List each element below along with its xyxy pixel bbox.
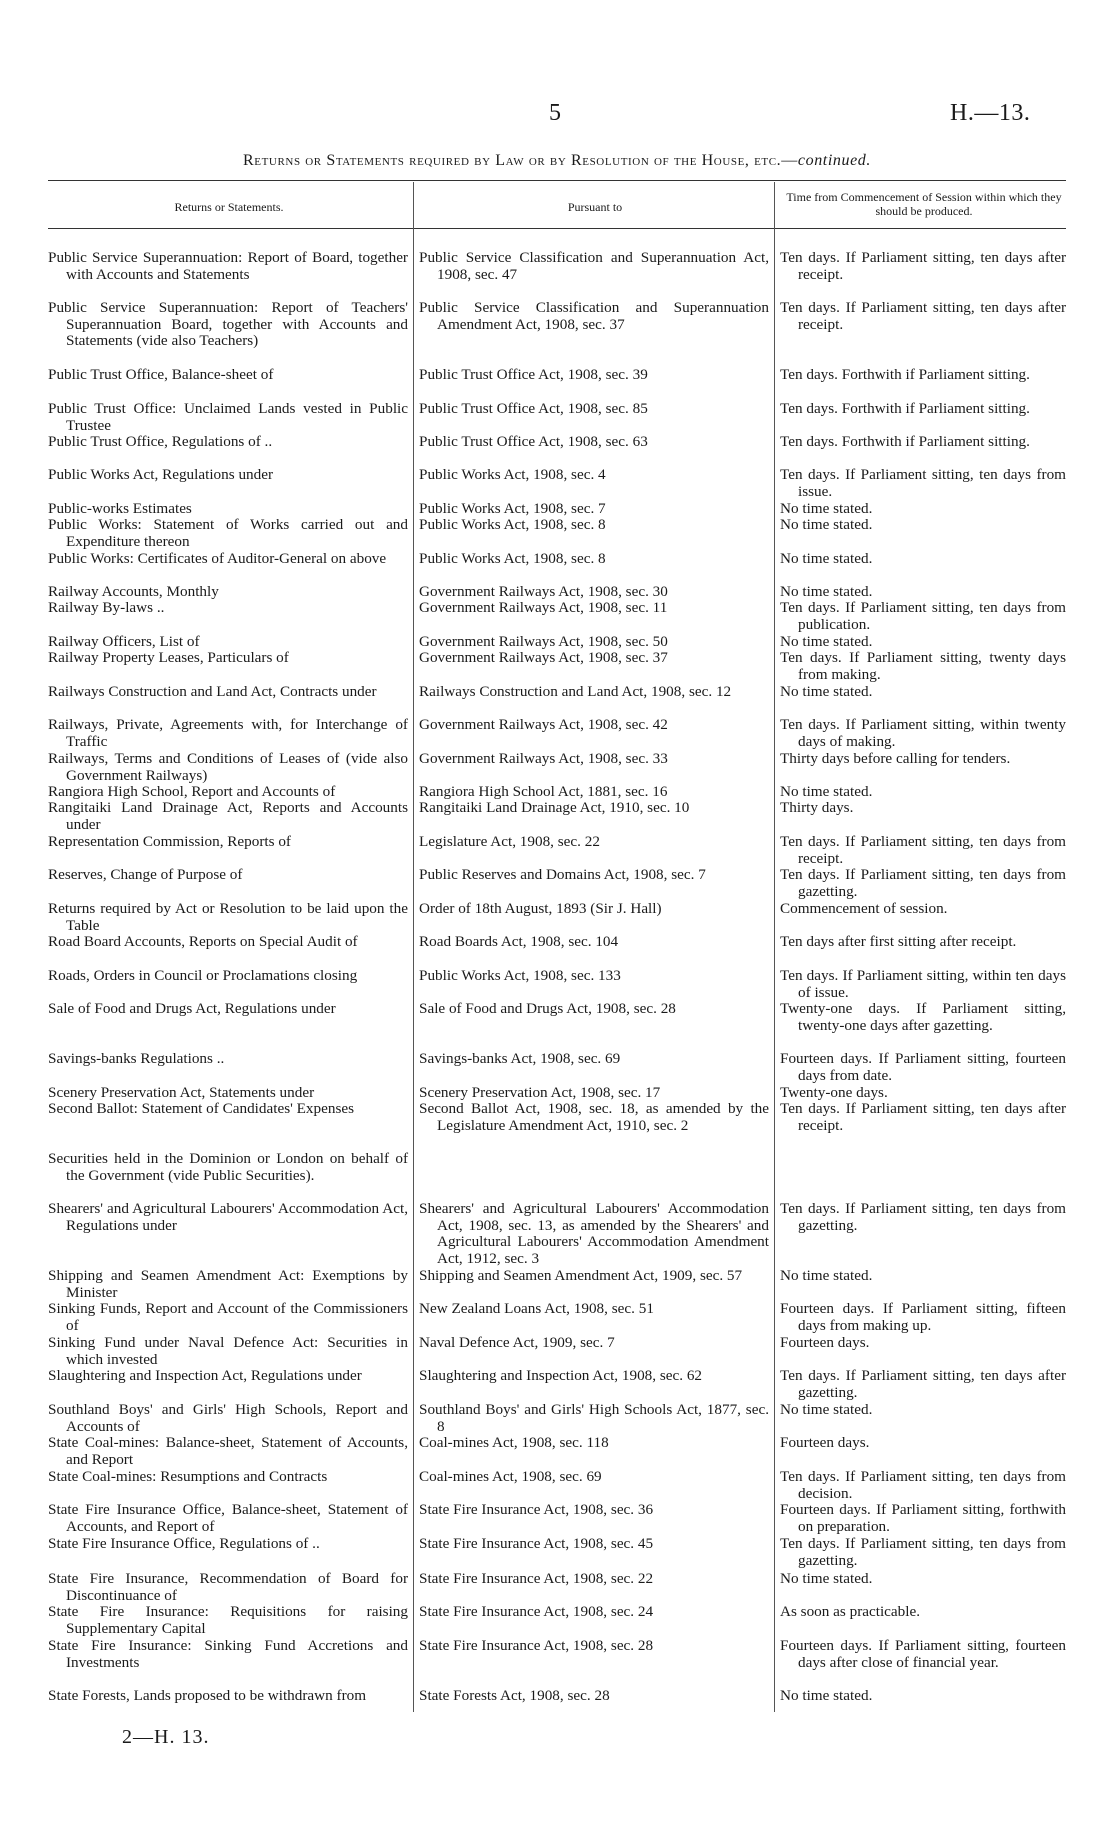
pursuant-cell: Rangitaiki Land Drainage Act, 1910, sec. 10 — [419, 799, 690, 816]
returns-cell: Public-works Estimates — [48, 500, 192, 517]
column-divider-1 — [413, 182, 414, 1712]
time-cell: Fourteen days. If Parliament sitting, fourteen days after close of financial year. — [780, 1637, 1066, 1671]
pursuant-cell: Government Railways Act, 1908, sec. 11 — [419, 599, 668, 616]
pursuant-cell: State Fire Insurance Act, 1908, sec. 36 — [419, 1501, 654, 1518]
pursuant-cell: Public Reserves and Domains Act, 1908, sec. 7 — [419, 866, 706, 883]
pursuant-cell: Legislature Act, 1908, sec. 22 — [419, 833, 600, 850]
pursuant-cell: Public Works Act, 1908, sec. 7 — [419, 500, 606, 517]
time-cell: Twenty-one days. — [780, 1084, 888, 1101]
time-cell: Ten days. If Parliament sitting, within ten days of issue. — [780, 967, 1066, 1001]
returns-cell: State Fire Insurance: Sinking Fund Accretions and Investments — [48, 1637, 408, 1671]
pursuant-cell: Public Service Classification and Superannuation Amendment Act, 1908, sec. 37 — [419, 299, 769, 333]
running-title-text: Returns or Statements required by Law or by Resolution of the House, etc.— — [243, 152, 798, 169]
time-cell: Ten days. If Parliament sitting, ten days after receipt. — [780, 299, 1066, 333]
returns-cell: Sinking Fund under Naval Defence Act: Securities in which invested — [48, 1334, 408, 1368]
column-header-pursuant: Pursuant to — [567, 200, 623, 214]
pursuant-cell: Coal-mines Act, 1908, sec. 69 — [419, 1468, 602, 1485]
pursuant-cell: Second Ballot Act, 1908, sec. 18, as amended by the Legislature Amendment Act, 1910, sec. 2 — [419, 1100, 769, 1134]
pursuant-cell: Southland Boys' and Girls' High Schools Act, 1877, sec. 8 — [419, 1401, 769, 1435]
returns-cell: Road Board Accounts, Reports on Special Audit of — [48, 933, 358, 950]
pursuant-cell: Government Railways Act, 1908, sec. 42 — [419, 716, 668, 733]
time-cell: No time stated. — [780, 783, 873, 800]
running-title — [0, 152, 1114, 170]
returns-cell: Railway Officers, List of — [48, 633, 200, 650]
time-cell: Ten days. Forthwith if Parliament sitting. — [780, 366, 1030, 383]
returns-cell: Securities held in the Dominion or London on behalf of the Government (vide Public Securities). — [48, 1150, 408, 1184]
returns-cell: Railway By-laws .. — [48, 599, 165, 616]
time-cell: Ten days. If Parliament sitting, ten days from issue. — [780, 466, 1066, 500]
pursuant-cell: State Fire Insurance Act, 1908, sec. 28 — [419, 1637, 654, 1654]
pursuant-cell: Government Railways Act, 1908, sec. 30 — [419, 583, 668, 600]
returns-cell: Returns required by Act or Resolution to be laid upon the Table — [48, 900, 408, 934]
returns-cell: Sale of Food and Drugs Act, Regulations under — [48, 1000, 336, 1017]
header-bottom-rule — [48, 228, 1066, 229]
time-cell: Fourteen days. — [780, 1434, 870, 1451]
pursuant-cell: Public Works Act, 1908, sec. 133 — [419, 967, 621, 984]
time-cell: Thirty days before calling for tenders. — [780, 750, 1011, 767]
pursuant-cell: Sale of Food and Drugs Act, 1908, sec. 28 — [419, 1000, 676, 1017]
time-cell: Fourteen days. If Parliament sitting, fourteen days from date. — [780, 1050, 1066, 1084]
returns-cell: Sinking Funds, Report and Account of the Commissioners of — [48, 1300, 408, 1334]
pursuant-cell: State Fire Insurance Act, 1908, sec. 24 — [419, 1603, 654, 1620]
time-cell: No time stated. — [780, 550, 873, 567]
column-header-time: Time from Commencement of Session within which they should be produced. — [786, 190, 1062, 218]
time-cell: Ten days. If Parliament sitting, ten days from gazetting. — [780, 866, 1066, 900]
pursuant-cell: Coal-mines Act, 1908, sec. 118 — [419, 1434, 609, 1451]
column-divider-2 — [774, 182, 775, 1712]
returns-cell: Rangitaiki Land Drainage Act, Reports and Accounts under — [48, 799, 408, 833]
time-cell: Ten days. If Parliament sitting, ten days from gazetting. — [780, 1535, 1066, 1569]
returns-cell: Shipping and Seamen Amendment Act: Exemptions by Minister — [48, 1267, 408, 1301]
time-cell: Ten days. If Parliament sitting, ten days from publication. — [780, 599, 1066, 633]
pursuant-cell: Shipping and Seamen Amendment Act, 1909, sec. 57 — [419, 1267, 743, 1284]
returns-cell: Representation Commission, Reports of — [48, 833, 291, 850]
time-cell: Ten days. If Parliament sitting, ten days from gazetting. — [780, 1200, 1066, 1234]
pursuant-cell: Naval Defence Act, 1909, sec. 7 — [419, 1334, 615, 1351]
returns-cell: State Coal-mines: Resumptions and Contracts — [48, 1468, 328, 1485]
pursuant-cell: Public Trust Office Act, 1908, sec. 85 — [419, 400, 648, 417]
pursuant-cell: Railways Construction and Land Act, 1908, sec. 12 — [419, 683, 732, 700]
time-cell: Fourteen days. If Parliament sitting, forthwith on preparation. — [780, 1501, 1066, 1535]
pursuant-cell: Government Railways Act, 1908, sec. 37 — [419, 649, 668, 666]
pursuant-cell: Public Trust Office Act, 1908, sec. 39 — [419, 366, 648, 383]
returns-cell: State Fire Insurance Office, Regulations of .. — [48, 1535, 320, 1552]
pursuant-cell: State Fire Insurance Act, 1908, sec. 45 — [419, 1535, 654, 1552]
pursuant-cell: Government Railways Act, 1908, sec. 33 — [419, 750, 668, 767]
time-cell: No time stated. — [780, 1267, 873, 1284]
time-cell: Ten days. Forthwith if Parliament sitting. — [780, 433, 1030, 450]
returns-cell: Rangiora High School, Report and Accounts of — [48, 783, 336, 800]
time-cell: Ten days. Forthwith if Parliament sitting. — [780, 400, 1030, 417]
returns-cell: Southland Boys' and Girls' High Schools, Report and Accounts of — [48, 1401, 408, 1435]
time-cell: Ten days after first sitting after receipt. — [780, 933, 1017, 950]
pursuant-cell: Road Boards Act, 1908, sec. 104 — [419, 933, 619, 950]
time-cell: Ten days. If Parliament sitting, ten days after gazetting. — [780, 1367, 1066, 1401]
returns-cell: Reserves, Change of Purpose of — [48, 866, 243, 883]
time-cell: No time stated. — [780, 516, 873, 533]
time-cell: No time stated. — [780, 1687, 873, 1704]
returns-cell: Public Service Superannuation: Report of Teachers' Superannuation Board, together with Accounts and Statements (vide also Teachers) — [48, 299, 408, 350]
pursuant-cell: Public Works Act, 1908, sec. 8 — [419, 516, 606, 533]
time-cell: Thirty days. — [780, 799, 854, 816]
time-cell: As soon as practicable. — [780, 1603, 921, 1620]
returns-cell: State Fire Insurance: Requisitions for raising Supplementary Capital — [48, 1603, 408, 1637]
time-cell: Ten days. If Parliament sitting, ten days from decision. — [780, 1468, 1066, 1502]
returns-cell: Public Trust Office, Regulations of .. — [48, 433, 273, 450]
returns-cell: Public Works: Certificates of Auditor-General on above — [48, 550, 387, 567]
time-cell: Ten days. If Parliament sitting, within twenty days of making. — [780, 716, 1066, 750]
footer-signature: 2—H. 13. — [122, 1726, 210, 1748]
returns-cell: State Coal-mines: Balance-sheet, Statement of Accounts, and Report — [48, 1434, 408, 1468]
pursuant-cell: Rangiora High School Act, 1881, sec. 16 — [419, 783, 668, 800]
pursuant-cell: Slaughtering and Inspection Act, 1908, sec. 62 — [419, 1367, 703, 1384]
pursuant-cell: State Fire Insurance Act, 1908, sec. 22 — [419, 1570, 654, 1587]
time-cell: Twenty-one days. If Parliament sitting, twenty-one days after gazetting. — [780, 1000, 1066, 1034]
returns-cell: Public Works: Statement of Works carried out and Expenditure thereon — [48, 516, 408, 550]
pursuant-cell: Savings-banks Act, 1908, sec. 69 — [419, 1050, 621, 1067]
time-cell: Fourteen days. If Parliament sitting, fifteen days from making up. — [780, 1300, 1066, 1334]
document-code: H.—13. — [950, 100, 1031, 126]
running-title-continued: continued. — [797, 152, 871, 169]
returns-cell: Roads, Orders in Council or Proclamations closing — [48, 967, 358, 984]
returns-cell: Public Service Superannuation: Report of Board, together with Accounts and Statements — [48, 249, 408, 283]
table-top-rule — [48, 180, 1066, 181]
time-cell: No time stated. — [780, 633, 873, 650]
returns-cell: Scenery Preservation Act, Statements under — [48, 1084, 315, 1101]
time-cell: Ten days. If Parliament sitting, ten days after receipt. — [780, 249, 1066, 283]
returns-cell: Shearers' and Agricultural Labourers' Accommodation Act, Regulations under — [48, 1200, 408, 1234]
pursuant-cell: Public Works Act, 1908, sec. 4 — [419, 466, 606, 483]
pursuant-cell: Public Service Classification and Superannuation Act, 1908, sec. 47 — [419, 249, 769, 283]
time-cell: No time stated. — [780, 500, 873, 517]
returns-cell: Savings-banks Regulations .. — [48, 1050, 225, 1067]
page-number: 5 — [549, 100, 561, 126]
pursuant-cell: Shearers' and Agricultural Labourers' Accommodation Act, 1908, sec. 13, as amended by the Shearers' and Agricultural Labourers' Accommodation Amendment Act, 1912, sec. 3 — [419, 1200, 769, 1267]
returns-cell: Railways, Private, Agreements with, for Interchange of Traffic — [48, 716, 408, 750]
time-cell: No time stated. — [780, 1401, 873, 1418]
time-cell: Ten days. If Parliament sitting, twenty days from making. — [780, 649, 1066, 683]
pursuant-cell: Public Trust Office Act, 1908, sec. 63 — [419, 433, 648, 450]
returns-cell: Railways, Terms and Conditions of Leases of (vide also Government Railways) — [48, 750, 408, 784]
pursuant-cell: Order of 18th August, 1893 (Sir J. Hall) — [419, 900, 662, 917]
pursuant-cell: Government Railways Act, 1908, sec. 50 — [419, 633, 668, 650]
returns-cell: State Fire Insurance, Recommendation of Board for Discontinuance of — [48, 1570, 408, 1604]
pursuant-cell: Public Works Act, 1908, sec. 8 — [419, 550, 606, 567]
time-cell: Ten days. If Parliament sitting, ten days from receipt. — [780, 833, 1066, 867]
pursuant-cell: State Forests Act, 1908, sec. 28 — [419, 1687, 610, 1704]
returns-cell: Public Works Act, Regulations under — [48, 466, 274, 483]
returns-cell: Railway Accounts, Monthly — [48, 583, 219, 600]
time-cell: No time stated. — [780, 583, 873, 600]
returns-cell: Slaughtering and Inspection Act, Regulations under — [48, 1367, 362, 1384]
returns-cell: Public Trust Office: Unclaimed Lands vested in Public Trustee — [48, 400, 408, 434]
returns-cell: State Forests, Lands proposed to be withdrawn from — [48, 1687, 367, 1704]
returns-cell: Public Trust Office, Balance-sheet of — [48, 366, 274, 383]
time-cell: No time stated. — [780, 1570, 873, 1587]
time-cell: Commencement of session. — [780, 900, 948, 917]
time-cell: Fourteen days. — [780, 1334, 870, 1351]
returns-cell: Railways Construction and Land Act, Contracts under — [48, 683, 377, 700]
pursuant-cell: Scenery Preservation Act, 1908, sec. 17 — [419, 1084, 661, 1101]
column-header-returns: Returns or Statements. — [174, 200, 284, 214]
returns-cell: Railway Property Leases, Particulars of — [48, 649, 289, 666]
time-cell: No time stated. — [780, 683, 873, 700]
returns-cell: State Fire Insurance Office, Balance-sheet, Statement of Accounts, and Report of — [48, 1501, 408, 1535]
time-cell: Ten days. If Parliament sitting, ten days after receipt. — [780, 1100, 1066, 1134]
pursuant-cell: New Zealand Loans Act, 1908, sec. 51 — [419, 1300, 654, 1317]
returns-cell: Second Ballot: Statement of Candidates' Expenses — [48, 1100, 355, 1117]
